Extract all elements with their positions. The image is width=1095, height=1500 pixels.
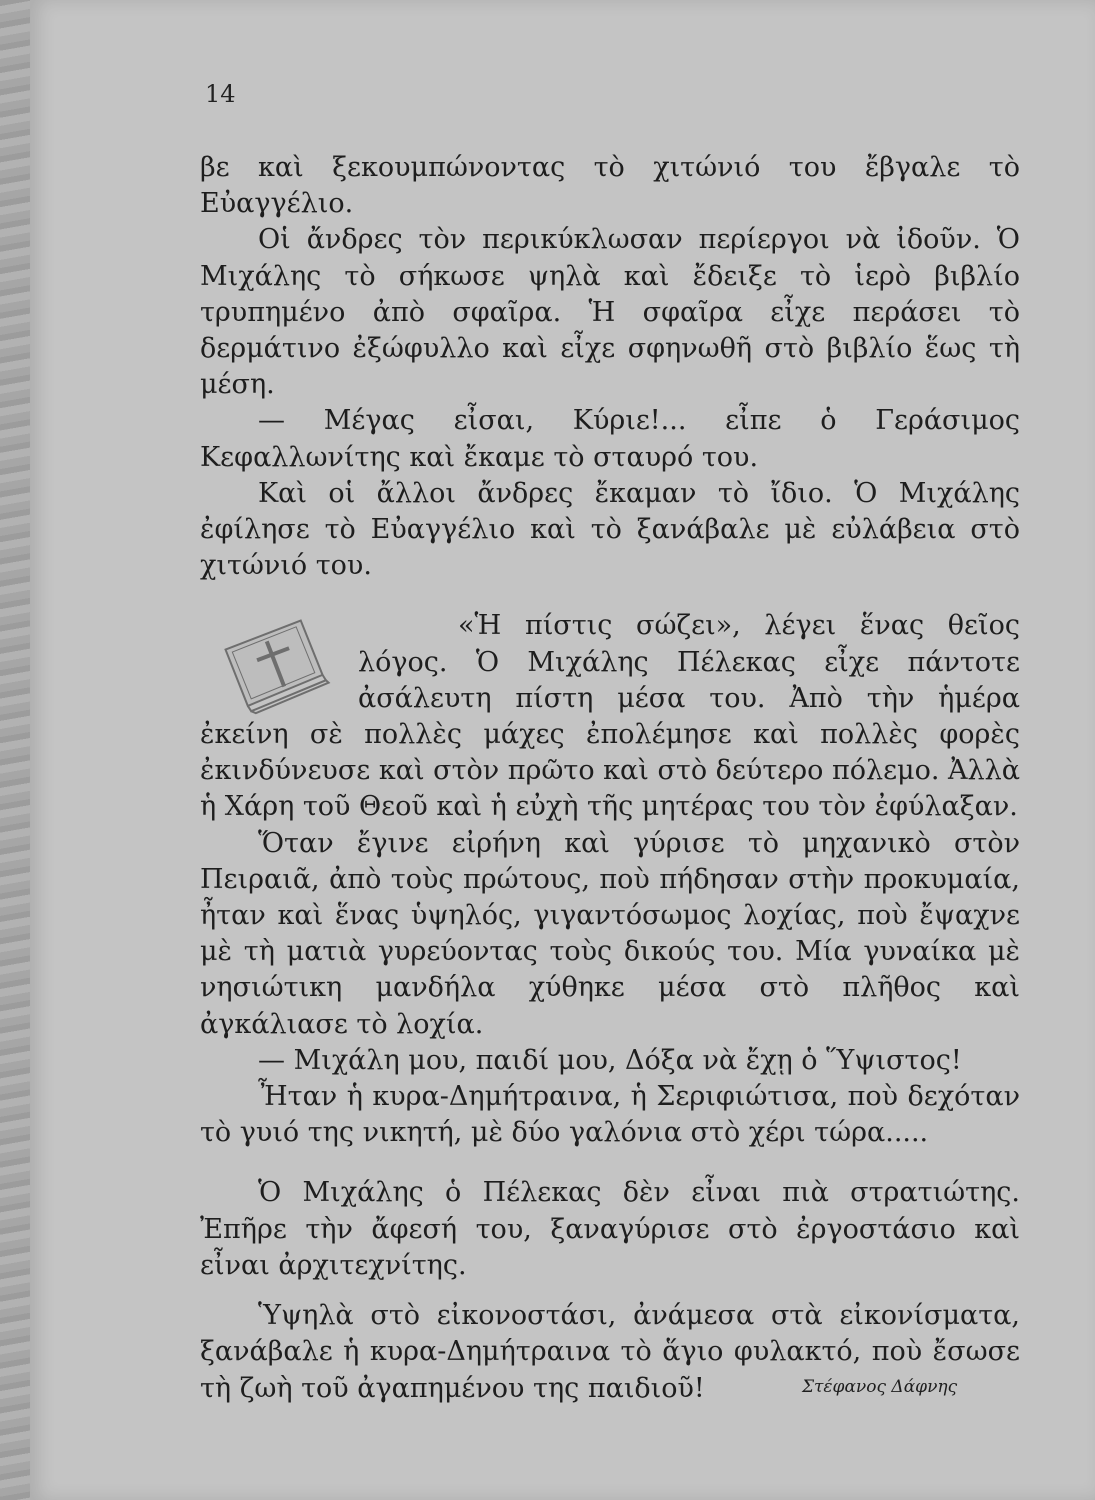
paragraph: Οἱ ἄνδρες τὸν περικύκλωσαν περίεργοι νὰ ἰδοῦν. Ὁ Μιχάλης τὸ σήκωσε ψηλὰ καὶ ἔδειξε τὸ ἱερὸ βιβλίο τρυπημένο ἀπὸ σφαῖρα. Ἡ σφαῖρα εἶχε περάσει τὸ δερμάτινο ἐξώφυλλο καὶ εἶχε σφηνωθῆ στὸ βιβλίο ἕως τὴ μέση. (200, 224, 1020, 401)
paragraph: Ὁ Μιχάλης ὁ Πέλεκας δὲν εἶναι πιὰ στρατιώτης. Ἐπῆρε τὴν ἄφεσή του, ξαναγύρισε στὸ ἐργοστάσιο καὶ εἶναι ἀρχιτεχνίτης. (200, 1177, 1020, 1281)
paragraph: βε καὶ ξεκουμπώνοντας τὸ χιτώνιό του ἔβγαλε τὸ Εὐαγγέλιο. (200, 152, 1020, 220)
paragraph: Ἦταν ἡ κυρα-Δημήτραινα, ἡ Σεριφιώτισα, ποὺ δεχόταν τὸ γυιό της νικητή, μὲ δύο γαλόνια στὸ χέρι τώρα..... (200, 1081, 1020, 1149)
paragraph: «Ἡ πίστις σώζει», λέγει ἕνας θεῖος λόγος. Ὁ Μιχάλης Πέλεκας εἶχε πάντοτε ἀσάλευτη πίστη μέσα του. Ἀπὸ τὴν ἡμέρα ἐκείνη σὲ πολλὲς μάχες ἐπολέμησε καὶ πολλὲς φορὲς ἐκινδύνευσε καὶ στὸν πρῶτο καὶ στὸ δεύτερο πόλεμο. Ἀλλὰ ἡ Χάρη τοῦ Θεοῦ καὶ ἡ εὐχὴ τῆς μητέρας του τὸν ἐφύλαξαν. (200, 610, 1020, 823)
paragraph: — Μέγας εἶσαι, Κύριε!... εἶπε ὁ Γεράσιμος Κεφαλλωνίτης καὶ ἔκαμε τὸ σταυρό του. (200, 405, 1020, 473)
paragraph: — Μιχάλη μου, παιδί μου, Δόξα νὰ ἔχῃ ὁ Ὕψιστος! (258, 1044, 962, 1076)
page-number: 14 (205, 80, 236, 108)
author-signature: Στέφανος Δάφνης (802, 1377, 958, 1397)
book-edge (0, 0, 30, 1500)
paragraph: Ὑψηλὰ στὸ εἰκονοστάσι, ἀνάμεσα στὰ εἰκονίσματα, ξανάβαλε ἡ κυρα-Δημήτραινα τὸ ἅγιο φυλακτό, ποὺ ἔσωσε τὴ ζωὴ τοῦ ἀγαπημένου της παιδιοῦ! (200, 1300, 1020, 1404)
body-text (200, 150, 1020, 1407)
paragraph: Καὶ οἱ ἄλλοι ἄνδρες ἔκαμαν τὸ ἴδιο. Ὁ Μιχάλης ἐφίλησε τὸ Εὐαγγέλιο καὶ τὸ ξανάβαλε μὲ εὐλάβεια στὸ χιτώνιό του. (200, 477, 1020, 582)
gospel-book-with-cross-icon (200, 608, 350, 716)
paragraph: Ὅταν ἔγινε εἰρήνη καὶ γύρισε τὸ μηχανικὸ στὸν Πειραιᾶ, ἀπὸ τοὺς πρώτους, ποὺ πήδησαν στὴν προκυμαία, ἦταν καὶ ἕνας ὑψηλός, γιγαντόσωμος λοχίας, ποὺ ἔψαχνε μὲ τὴ ματιὰ γυρεύοντας τοὺς δικούς του. Μία γυναίκα μὲ νησιώτικη μανδήλα χύθηκε μέσα στὸ πλῆθος καὶ ἀγκάλιασε τὸ λοχία. (200, 827, 1020, 1040)
